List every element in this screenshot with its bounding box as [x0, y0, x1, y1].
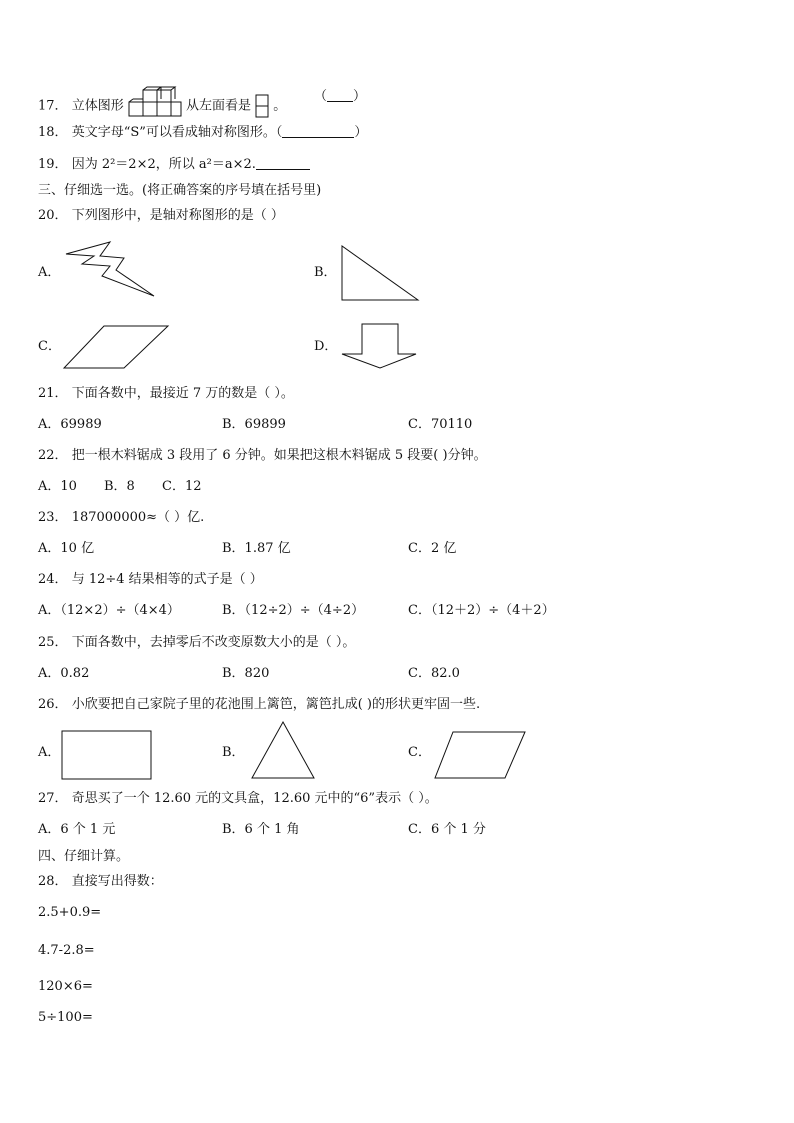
question-24	[38, 571, 263, 589]
question-number: 20．	[38, 208, 68, 223]
option-a-label[interactable]: A．	[38, 745, 61, 760]
question-text: 直接写出得数：	[71, 874, 163, 889]
option-d-label[interactable]: D．	[314, 339, 338, 354]
answer-blank-18[interactable]	[282, 125, 354, 138]
option-b[interactable]: B．1.87 亿	[222, 541, 291, 556]
question-number: 26．	[38, 697, 68, 712]
question-text: 立体图形	[71, 98, 124, 114]
question-number: 24．	[38, 572, 68, 587]
question-19	[38, 156, 310, 174]
option-c[interactable]: C．82.0	[408, 666, 460, 681]
triangle-shape	[250, 720, 316, 782]
question-28	[38, 873, 163, 891]
question-text: 从左面看是	[185, 98, 251, 114]
option-b[interactable]: B．（12÷2）÷（4÷2）	[222, 603, 365, 618]
section-title: 四、仔细计算。	[38, 849, 130, 864]
question-number: 28．	[38, 874, 68, 889]
option-b-label[interactable]: B．	[314, 265, 337, 280]
question-text: 英文字母“S”可以看成轴对称图形。（	[71, 125, 283, 140]
option-a[interactable]: A．69989	[38, 417, 102, 432]
question-text: 奇思买了一个 12.60 元的文具盒，12.60 元中的“6”表示（ ）。	[71, 791, 438, 806]
question-number: 22．	[38, 448, 68, 463]
question-text: 。	[273, 98, 287, 114]
question-17	[38, 88, 286, 124]
option-a[interactable]: A．10	[38, 479, 77, 494]
question-23	[38, 509, 204, 527]
question-number: 19．	[38, 157, 68, 172]
question-text: 187000000≈（ ）亿.	[71, 510, 205, 525]
calc-item[interactable]: 4.7-2.8=	[38, 943, 95, 958]
option-a-label[interactable]: A．	[38, 265, 61, 280]
question-number: 17．	[38, 98, 68, 114]
calc-item[interactable]: 120×6=	[38, 979, 93, 994]
calc-item[interactable]: 5÷100=	[38, 1010, 93, 1025]
question-number: 27．	[38, 791, 68, 806]
question-number: 23．	[38, 510, 68, 525]
question-27	[38, 790, 438, 808]
question-text: 下面各数中，最接近 7 万的数是（ ）。	[71, 386, 294, 401]
question-text: 因为 2²＝2×2，所以 a²＝a×2.	[71, 157, 256, 172]
option-b[interactable]: B．8	[104, 479, 135, 494]
option-c-label[interactable]: C．	[38, 339, 61, 354]
lightning-shape	[64, 242, 156, 300]
down-arrow-shape	[340, 322, 420, 370]
answer-blank-17[interactable]: （ ）	[314, 89, 367, 104]
option-b[interactable]: B．820	[222, 666, 270, 681]
right-triangle-shape	[340, 244, 422, 304]
option-c[interactable]: C．70110	[408, 417, 473, 432]
answer-blank-19[interactable]	[256, 157, 310, 170]
section-title: 三、仔细选一选。(将正确答案的序号填在括号里)	[38, 183, 322, 198]
question-22	[38, 447, 487, 465]
option-a[interactable]: A．0.82	[38, 666, 90, 681]
question-text: 小欣要把自己家院子里的花池围上篱笆，篱笆扎成( )的形状更牢固一些.	[71, 697, 481, 712]
option-a[interactable]: A．6 个 1 元	[38, 822, 116, 837]
option-b-label[interactable]: B．	[222, 745, 245, 760]
option-a[interactable]: A．（12×2）÷（4×4）	[38, 603, 180, 618]
question-number: 18．	[38, 125, 68, 140]
option-c[interactable]: C．（12＋2）÷（4＋2）	[408, 603, 555, 618]
option-a[interactable]: A．10 亿	[38, 541, 95, 556]
option-c-label[interactable]: C．	[408, 745, 431, 760]
option-c[interactable]: C．2 亿	[408, 541, 457, 556]
question-number: 21．	[38, 386, 68, 401]
question-25	[38, 634, 355, 652]
question-21	[38, 385, 294, 403]
cube-stack-figure	[128, 88, 182, 124]
question-26	[38, 696, 480, 714]
question-20	[38, 207, 284, 225]
rectangle-shape	[61, 730, 153, 780]
question-18: 18． 英文字母“S”可以看成轴对称图形。（ ）	[38, 125, 368, 140]
parallelogram-shape	[62, 324, 172, 372]
question-number: 25．	[38, 635, 68, 650]
question-text: 与 12÷4 结果相等的式子是（ ）	[71, 572, 263, 587]
parallelogram-shape	[433, 730, 527, 780]
option-b[interactable]: B．69899	[222, 417, 286, 432]
question-text: 下面各数中，去掉零后不改变原数大小的是（ ）。	[71, 635, 356, 650]
question-text: 把一根木料锯成 3 段用了 6 分钟。如果把这根木料锯成 5 段要( )分钟。	[71, 448, 487, 463]
option-c[interactable]: C．12	[162, 479, 202, 494]
question-text: 下列图形中，是轴对称图形的是（ ）	[71, 208, 284, 223]
calc-item[interactable]: 2.5+0.9=	[38, 905, 102, 920]
option-b[interactable]: B．6 个 1 角	[222, 822, 300, 837]
option-c[interactable]: C．6 个 1 分	[408, 822, 486, 837]
side-view-figure	[255, 94, 269, 118]
